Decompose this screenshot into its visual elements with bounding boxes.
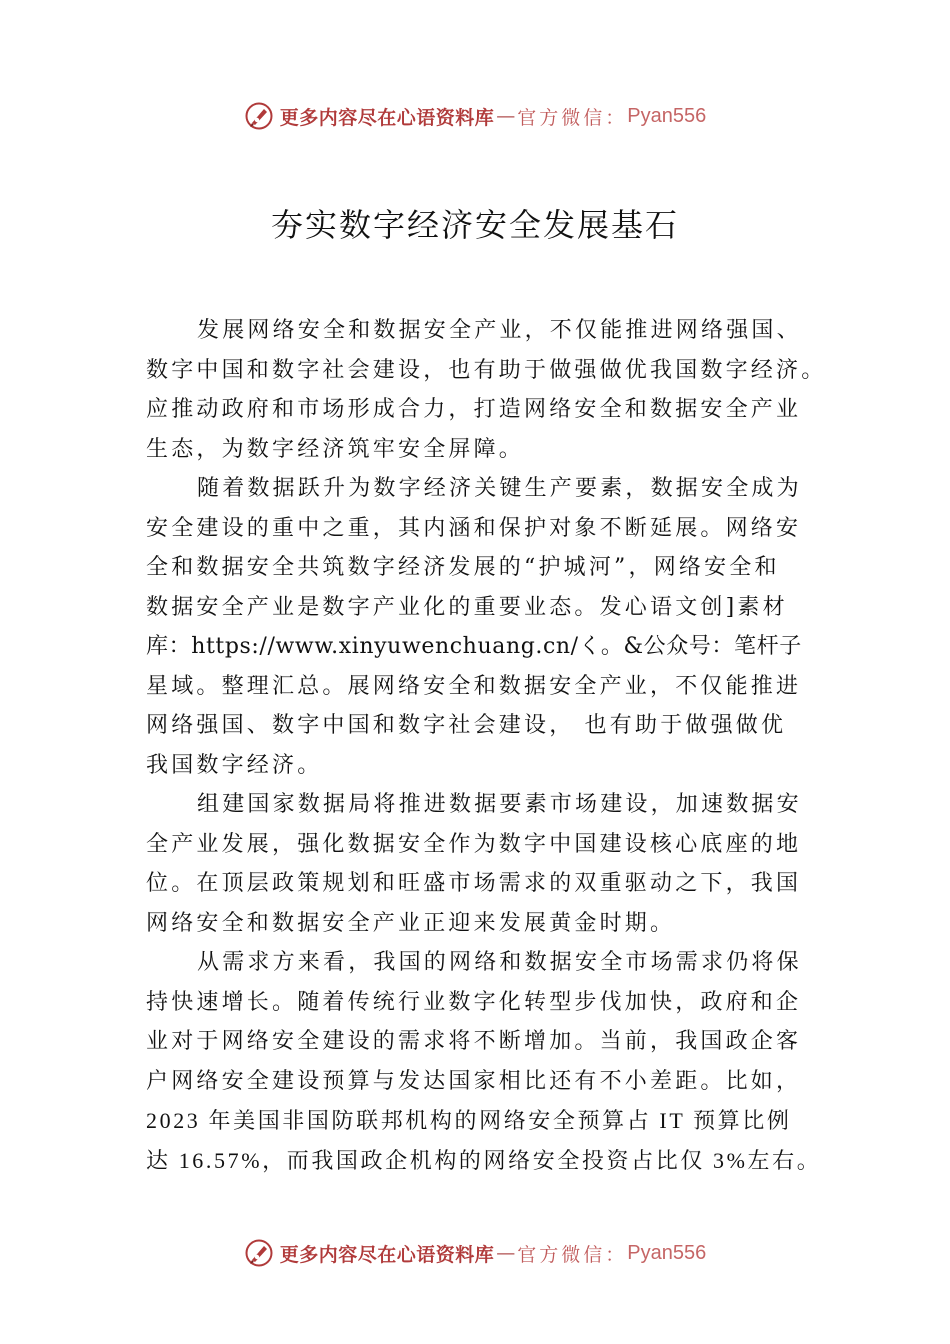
watermark-wechat-id: Pyan556 (627, 104, 707, 127)
body-line: 随着数据跃升为数字经济关键生产要素，数据安全成为 (197, 476, 802, 501)
body-line: 持快速增长。随着传统行业数字化转型步伐加快，政府和企 (146, 989, 802, 1015)
pen-circle-logo-icon (244, 101, 274, 131)
body-line: 网络安全和数据安全产业正迎来发展黄金时期。 (146, 910, 676, 936)
watermark-official-label: 官方微信： (517, 106, 628, 129)
body-line: 达 16.57%，而我国政企机构的网络安全投资占比仅 3%左右。 (146, 1147, 822, 1173)
body-line: 数字中国和数字社会建设，也有助于做强做优我国数字经济。 (146, 357, 827, 383)
body-line: 应推动政府和市场形成合力，打造网络安全和数据安全产业 (146, 397, 802, 422)
body-line: 2023 年美国非国防联邦机构的网络安全预算占 IT 预算比例 (146, 1108, 792, 1133)
watermark-dash: — (496, 105, 516, 127)
body-line: 从需求方来看，我国的网络和数据安全市场需求仍将保 (197, 950, 802, 975)
body-line: 全和数据安全共筑数字经济发展的“护城河”，网络安全和 (146, 555, 780, 580)
body-line: 组建国家数据局将推进数据要素市场建设，加速数据安 (197, 792, 802, 817)
body-line: 库：https://www.xinyuwenchuang.cn/く。&公众号：笔杆子 (146, 634, 802, 659)
body-line: 网络强国、数字中国和数字社会建设， 也有助于做强做优 (146, 713, 787, 738)
body-line: 业对于网络安全建设的需求将不断增加。当前，我国政企客 (146, 1029, 802, 1054)
body-line: 位。在顶层政策规划和旺盛市场需求的双重驱动之下，我国 (146, 871, 802, 896)
watermark-official-label: 官方微信： (517, 1243, 628, 1266)
body-line: 数据安全产业是数字产业化的重要业态。发心语文创]素材 (146, 594, 788, 620)
watermark-wechat-id: Pyan556 (627, 1241, 707, 1264)
body-line: 全产业发展，强化数据安全作为数字中国建设核心底座的地 (146, 831, 802, 857)
watermark-brand: 更多内容尽在心语资料库 (279, 1243, 495, 1266)
watermark-brand: 更多内容尽在心语资料库 (279, 106, 495, 129)
body-line: 星域。整理汇总。展网络安全和数据安全产业，不仅能推进 (146, 673, 802, 699)
watermark-footer (0, 1233, 950, 1273)
body-line: 安全建设的重中之重，其内涵和保护对象不断延展。网络安 (146, 515, 802, 541)
document-body (146, 311, 827, 1180)
body-line: 发展网络安全和数据安全产业，不仅能推进网络强国、 (197, 318, 802, 343)
body-line: 户网络安全建设预算与发达国家相比还有不小差距。比如， (146, 1068, 802, 1094)
pen-circle-logo-icon (244, 1238, 274, 1268)
document-title: 夯实数字经济安全发展基石 (270, 206, 679, 244)
body-line: 我国数字经济。 (146, 752, 323, 778)
body-line: 生态，为数字经济筑牢安全屏障。 (146, 436, 525, 462)
watermark-header (0, 96, 950, 136)
watermark-dash: — (496, 1242, 516, 1264)
